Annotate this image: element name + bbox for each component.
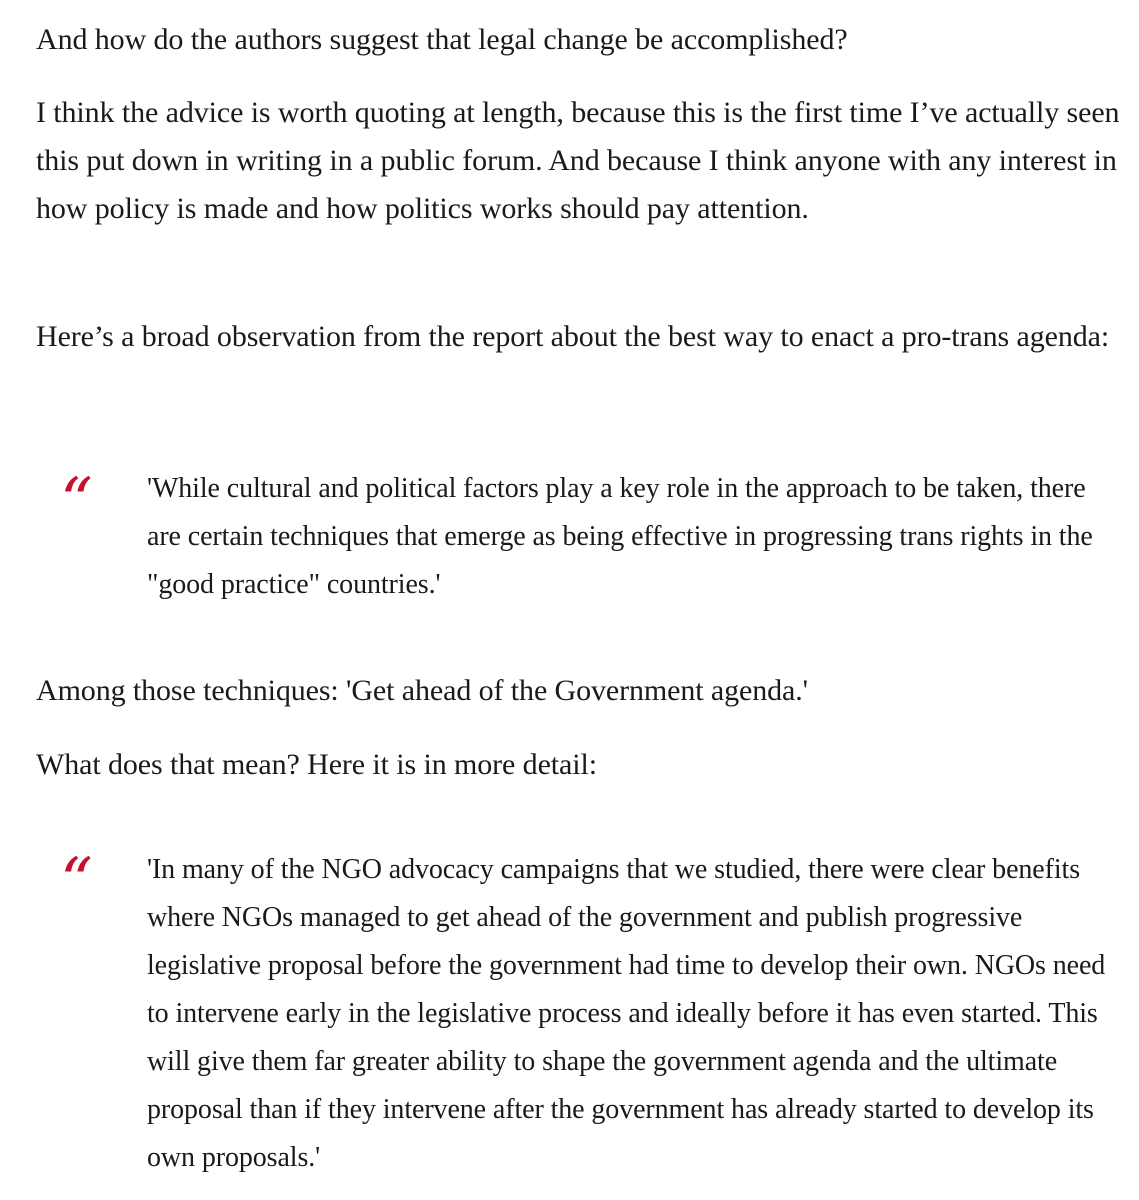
paragraph-intro-question: And how do the authors suggest that legal change be accomplished? [36,23,848,56]
paragraph-observation: Here’s a broad observation from the report about the best way to enact a pro-trans agenda: [36,320,1110,353]
blockquote-text: 'In many of the NGO advocacy campaigns that we studied, there were clear benefits where NGOs managed to get ahead of the government and publish progressive legislative proposal before the government had time to develop their own. NGOs need to intervene early in the legislative process and ideally before it has even started. This will give them far greater ability to shape the government agenda and the ultimate proposal than if they intervene after the government has already started to develop its own proposals.' [147,854,1106,1173]
blockquote-text: 'While cultural and political factors play a key role in the approach to be taken, there are certain techniques that emerge as being effective in progressing trans rights in the "good practice" countries.' [147,473,1093,600]
quote-mark-icon: “ [60,845,93,919]
paragraph-meaning: What does that mean? Here it is in more detail: [36,748,597,781]
quote-mark-icon: “ [60,465,93,539]
paragraph-techniques: Among those techniques: 'Get ahead of the Government agenda.' [36,674,808,707]
paragraph-advice: I think the advice is worth quoting at length, because this is the first time I’ve actually seen this put down in writing in a public forum. And because I think anyone with any interest in how policy is made and how politics works should pay attention. [36,96,1120,225]
